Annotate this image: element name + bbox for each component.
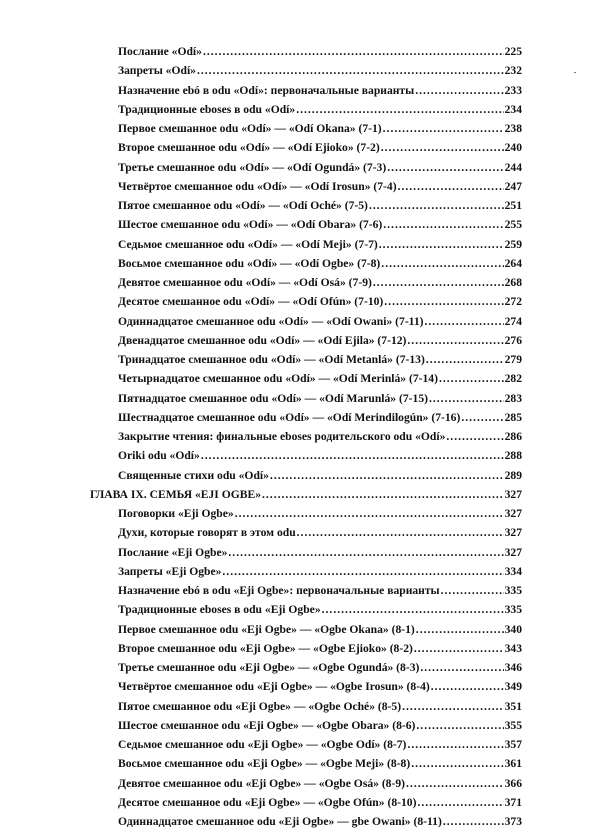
dot-leader (416, 716, 503, 735)
toc-page-number: 288 (504, 449, 522, 463)
toc-entry-title: Десятое смешанное odu «Eji Ogbe» — «Ogbe Ofún» (8-10) (118, 795, 417, 809)
dot-leader (441, 581, 504, 600)
toc-page-number: 225 (504, 45, 522, 58)
toc-entry[interactable] (0, 273, 522, 292)
toc-entry-title: Первое смешанное odu «Odí» — «Odí Okana» (7-1) (118, 122, 382, 135)
dot-leader (429, 389, 504, 408)
toc-entry[interactable] (0, 100, 522, 119)
toc-entry[interactable] (0, 639, 522, 658)
toc-page-number: 327 (504, 487, 522, 501)
dot-leader (416, 620, 504, 639)
toc-entry[interactable] (0, 235, 522, 254)
toc-page-number: 340 (504, 622, 522, 636)
toc-page-number: 371 (504, 795, 522, 809)
dot-leader (381, 254, 503, 273)
toc-page-number: 255 (504, 218, 522, 232)
dot-leader (296, 100, 503, 119)
toc-entry-title: Назначение ebó в odu «Eji Ogbe»: первоначальные варианты (118, 584, 440, 597)
toc-entry[interactable] (0, 331, 522, 350)
toc-entry[interactable] (0, 408, 522, 427)
dot-leader (201, 446, 504, 465)
dot-leader (383, 119, 504, 138)
toc-page-number: 251 (504, 199, 522, 212)
toc-entry-title: Восьмое смешанное odu «Eji Ogbe» — «Ogbe Meji» (8-8) (118, 757, 411, 771)
toc-entry-title: Шестое смешанное odu «Odí» — «Odí Obara» (7-6) (118, 218, 383, 232)
toc-entry[interactable] (0, 292, 522, 311)
toc-entry-title: Первое смешанное odu «Eji Ogbe» — «Ogbe Okana» (8-1) (118, 622, 415, 636)
toc-entry-title: Духи, которые говорят в этом odu (118, 526, 296, 540)
dot-leader (443, 812, 504, 831)
toc-page-number: 327 (504, 507, 522, 520)
toc-entry[interactable] (0, 446, 522, 465)
toc-page-number: 327 (504, 545, 522, 559)
toc-entry-title: Послание «Eji Ogbe» (118, 545, 228, 559)
toc-entry-title: Тринадцатое смешанное odu «Odí» — «Odí Metanlá» (7-13) (118, 353, 425, 366)
dot-leader (426, 350, 504, 369)
toc-entry[interactable] (0, 196, 522, 215)
dot-leader (387, 158, 503, 177)
dot-leader (373, 273, 504, 292)
toc-entry[interactable] (0, 466, 522, 485)
toc-entry[interactable] (0, 774, 522, 793)
toc-entry[interactable] (0, 215, 522, 234)
toc-chapter-heading[interactable] (0, 485, 522, 504)
toc-page-number: 283 (504, 391, 522, 405)
dot-leader (322, 600, 504, 619)
toc-page-number: 232 (504, 64, 522, 78)
toc-page-number: 244 (504, 160, 522, 174)
toc-entry-title: Одиннадцатое смешанное odu «Eji Ogbe» — gbe Owani» (8-11) (118, 815, 442, 828)
toc-page-number: 361 (504, 757, 522, 771)
toc-entry[interactable] (0, 81, 522, 100)
toc-entry[interactable] (0, 389, 522, 408)
toc-page-number: 268 (504, 276, 522, 289)
toc-page-number: 247 (504, 179, 522, 193)
dot-leader (407, 331, 503, 350)
dot-leader (411, 754, 503, 773)
dot-leader (379, 235, 504, 254)
toc-entry-title: Шестое смешанное odu «Eji Ogbe» — «Ogbe Obara» (8-6) (118, 718, 416, 732)
toc-page-number: 282 (504, 372, 522, 386)
dot-leader (446, 427, 503, 446)
dot-leader (235, 504, 504, 523)
toc-entry-title: Двенадцатое смешанное odu «Odí» — «Odí Ejila» (7-12) (118, 333, 407, 347)
toc-entry[interactable] (0, 138, 522, 157)
dot-leader (197, 61, 504, 80)
toc-entry-title: Четырнадцатое смешанное odu «Odí» — «Odí Merinlá» (7-14) (118, 372, 438, 386)
dot-leader (420, 658, 503, 677)
toc-page-number: 264 (504, 256, 522, 270)
toc-entry-title: Седьмое смешанное odu «Eji Ogbe» — «Ogbe Odí» (8-7) (118, 738, 407, 751)
dot-leader (417, 793, 503, 812)
dot-leader (398, 177, 504, 196)
toc-entry[interactable] (0, 735, 522, 754)
toc-entry[interactable] (0, 581, 522, 600)
dot-leader (222, 562, 503, 581)
toc-entry[interactable] (0, 427, 522, 446)
toc-page-number: 240 (504, 141, 522, 155)
dot-leader (461, 408, 503, 427)
toc-entry-title: Десятое смешанное odu «Odí» — «Odí Ofún» (7-10) (118, 295, 384, 309)
toc-entry-title: Четвёртое смешанное odu «Eji Ogbe» — «Ogbe Irosun» (8-4) (118, 680, 430, 694)
dot-leader (262, 485, 504, 504)
toc-entry-title: Пятнадцатое смешанное odu «Odí» — «Odí Marunlá» (7-15) (118, 391, 428, 405)
toc-page-number: 279 (504, 353, 522, 366)
dot-leader (414, 639, 504, 658)
toc-page-number: 366 (504, 776, 522, 790)
toc-page-number: 357 (504, 738, 522, 751)
dot-leader (369, 196, 504, 215)
toc-entry-title: Закрытие чтения: финальные eboses родительского odu «Odí» (118, 430, 446, 443)
dot-leader (431, 677, 504, 696)
dot-leader (402, 697, 504, 716)
toc-page-number: 238 (504, 122, 522, 135)
dot-leader (203, 42, 504, 61)
dot-leader (439, 369, 504, 388)
toc-entry-title: Девятое смешанное odu «Odí» — «Odí Osá» (7-9) (118, 276, 372, 289)
toc-entry[interactable] (0, 677, 522, 696)
toc-page-number: 289 (504, 468, 522, 482)
toc-entry-title: Запреты «Eji Ogbe» (118, 564, 222, 578)
toc-page-number: 349 (504, 680, 522, 694)
toc-entry[interactable] (0, 312, 522, 331)
toc-page-number: 351 (504, 699, 522, 713)
toc-entry-title: Восьмое смешанное odu «Odí» — «Odí Ogbe» (7-8) (118, 256, 381, 270)
toc-page-number: 259 (504, 237, 522, 251)
toc-entry[interactable] (0, 158, 522, 177)
toc-page-number: 355 (504, 718, 522, 732)
toc-entry-title: Второе смешанное odu «Eji Ogbe» — «Ogbe Ejioko» (8-2) (118, 641, 413, 655)
toc-page-number: 233 (504, 83, 522, 97)
dot-leader (228, 543, 503, 562)
toc-entry[interactable] (0, 504, 522, 523)
toc-entry-title: Традиционные eboses в odu «Eji Ogbe» (118, 603, 321, 617)
toc-page-number: 234 (504, 102, 522, 116)
toc-entry[interactable] (0, 600, 522, 619)
toc-page-number: 335 (504, 584, 522, 597)
toc-entry-title: Четвёртое смешанное odu «Odí» — «Odí Irosun» (7-4) (118, 179, 397, 193)
toc-entry-title: Девятое смешанное odu «Eji Ogbe» — «Ogbe Osá» (8-9) (118, 776, 406, 790)
toc-entry-title: Пятое смешанное odu «Odí» — «Odí Oché» (7-5) (118, 199, 368, 212)
toc-page-number: 276 (504, 333, 522, 347)
toc-entry-title: ГЛАВА IX. СЕМЬЯ «EJI OGBE» (90, 487, 261, 501)
toc-page-number: 346 (504, 661, 522, 674)
dot-leader (270, 466, 504, 485)
toc-entry[interactable] (0, 177, 522, 196)
toc-entry-title: Второе смешанное odu «Odí» — «Odí Ejioko» (7-2) (118, 141, 380, 155)
toc-page-number: 272 (504, 295, 522, 309)
dot-leader (415, 81, 503, 100)
toc-entry[interactable] (0, 562, 522, 581)
toc-entry-title: Одиннадцатое смешанное odu «Odí» — «Odí Owani» (7-11) (118, 314, 424, 328)
toc-page-number: 274 (504, 314, 522, 328)
toc-entry[interactable] (0, 369, 522, 388)
toc-entry[interactable] (0, 523, 522, 542)
toc-page-number: 335 (504, 603, 522, 617)
toc-entry[interactable] (0, 716, 522, 735)
toc-entry-title: Послание «Odí» (118, 45, 202, 58)
toc-page-number: 327 (504, 526, 522, 540)
dot-leader (384, 292, 503, 311)
toc-entry-title: Традиционные eboses в odu «Odí» (118, 102, 296, 116)
dot-leader (407, 735, 503, 754)
toc-entry[interactable] (0, 658, 522, 677)
toc-entry[interactable] (0, 620, 522, 639)
toc-entry-title: Священные стихи odu «Odí» (118, 468, 269, 482)
toc-entry[interactable] (0, 812, 522, 831)
toc-entry[interactable] (0, 793, 522, 812)
toc-entry[interactable] (0, 754, 522, 773)
dot-leader (381, 138, 504, 157)
toc-page-number: 334 (504, 564, 522, 578)
toc-entry-title: Oriki odu «Odí» (118, 449, 200, 463)
toc-entry[interactable] (0, 119, 522, 138)
toc-entry[interactable] (0, 697, 522, 716)
dot-leader (425, 312, 504, 331)
toc-entry-title: Назначение ebó в odu «Odí»: первоначальные варианты (118, 83, 415, 97)
toc-page-number: 343 (504, 641, 522, 655)
toc-entry[interactable] (0, 254, 522, 273)
toc-entry-title: Третье смешанное odu «Odí» — «Odí Ogundá» (7-3) (118, 160, 387, 174)
toc-entry[interactable] (0, 61, 522, 80)
toc-entry[interactable] (0, 543, 522, 562)
toc-entry-title: Запреты «Odí» (118, 64, 196, 78)
dot-leader (297, 523, 504, 542)
toc-entry[interactable] (0, 42, 522, 61)
dot-leader (383, 215, 503, 234)
toc-entry[interactable] (0, 350, 522, 369)
toc-entry-title: Поговорки «Eji Ogbe» (118, 507, 234, 520)
table-of-contents (0, 42, 600, 831)
toc-page-number: 373 (504, 815, 522, 828)
toc-entry-title: Седьмое смешанное odu «Odí» — «Odí Meji» (7-7) (118, 237, 378, 251)
toc-page-number: 285 (504, 410, 522, 424)
dot-leader (406, 774, 504, 793)
toc-page-number: 286 (504, 430, 522, 443)
toc-entry-title: Шестнадцатое смешанное odu «Odí» — «Odí Merindilogún» (7-16) (118, 410, 461, 424)
toc-entry-title: Пятое смешанное odu «Eji Ogbe» — «Ogbe Oché» (8-5) (118, 699, 402, 713)
toc-entry-title: Третье смешанное odu «Eji Ogbe» — «Ogbe Ogundá» (8-3) (118, 661, 420, 674)
